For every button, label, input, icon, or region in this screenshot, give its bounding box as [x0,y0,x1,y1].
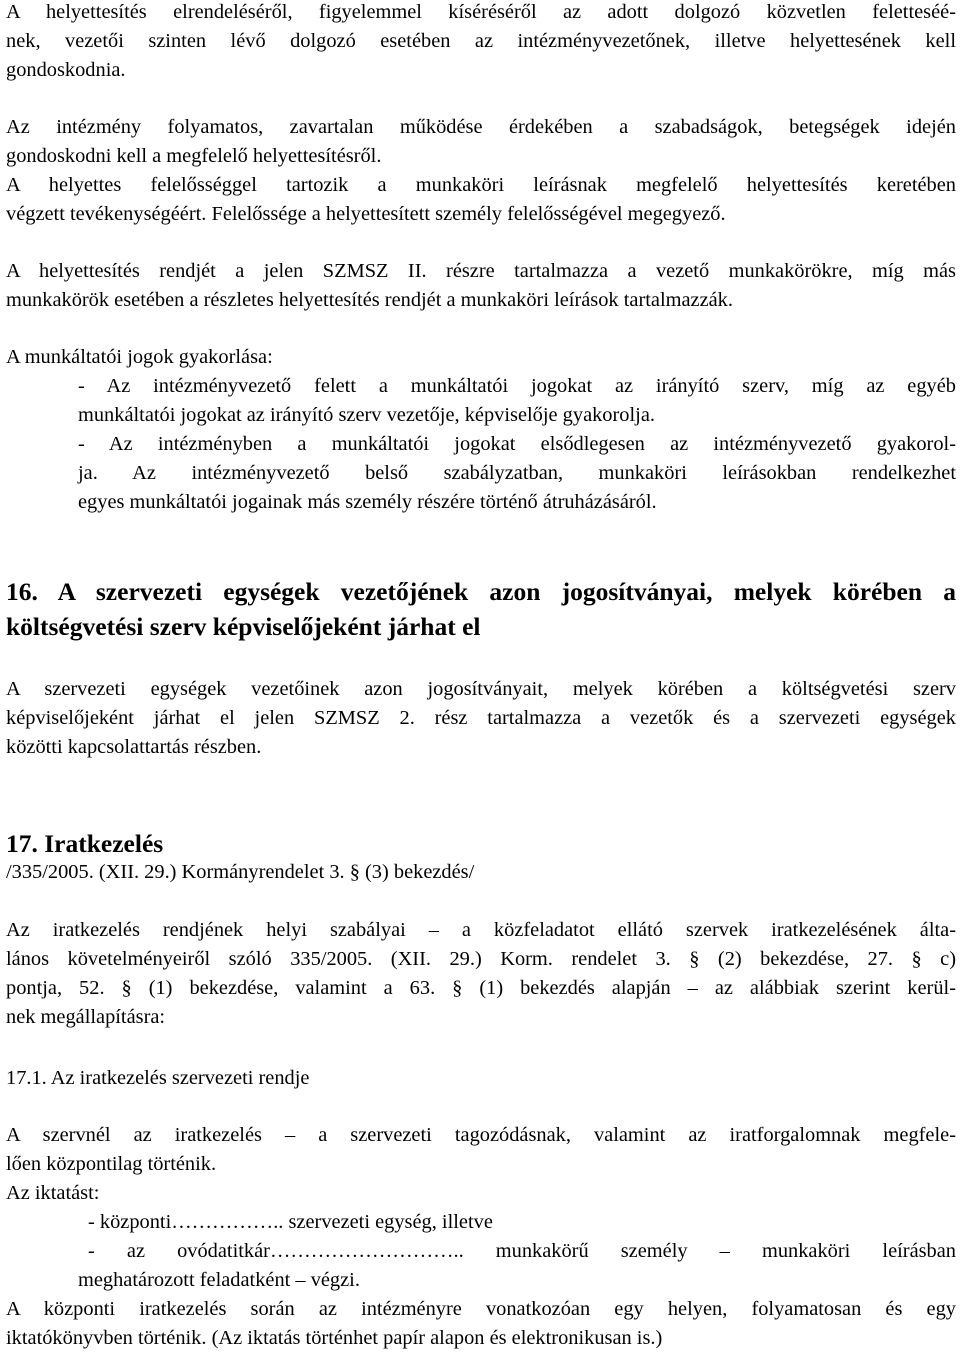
p7-line-1: A szervnél az iratkezelés – a szervezeti tagozódásnak, valamint az iratforgalomnak megfele- [6,1124,956,1146]
p1-line-3: gondoskodnia. [6,59,126,81]
p5-line-1: A szervezeti egységek vezetőinek azon jogosítványait, melyek körében a költségvetési szerv [6,678,956,700]
subsection-17-1-heading: 17.1. Az iratkezelés szervezeti rendje [6,1067,310,1089]
p6-line-4: nek megállapításra: [6,1006,166,1028]
p1-line-1: A helyettesítés elrendeléséről, figyelemmel kíséréséről az adott dolgozó közvetlen feletteséé- [6,1,956,23]
p5-line-3: közötti kapcsolattartás részben. [6,736,262,758]
p6-line-3: pontja, 52. § (1) bekezdése, valamint a 63. § (1) bekezdés alapján – az alábbiak szerint kerül- [6,977,956,999]
p3-line-1: A helyettesítés rendjét a jelen SZMSZ II. részre tartalmazza a vezető munkakörökre, míg más [6,260,956,282]
p7-line-8: iktatókönyvben történik. (Az iktatás történhet papír alapon és elektronikusan is.) [6,1327,663,1349]
section-16-title-part-1: A szervezeti egységek vezetőjének azon jogosítványai, melyek körében a [57,577,956,606]
section-16-heading-line-2: költségvetési szerv képviselőjeként járhat el [6,612,481,641]
p7-line-2: lően központilag történik. [6,1153,217,1175]
p4-line-3: munkáltatói jogokat az irányító szerv vezetője, képviselője gyakorolja. [78,404,655,426]
p7-line-3: Az iktatást: [6,1182,100,1204]
p7-line-5: - az ovódatitkár……………………….. munkakörű személy – munkaköri leírásban [88,1240,956,1262]
p1-line-2: nek, vezetői szinten lévő dolgozó esetében az intézményvezetőnek, illetve helyettesének kell [6,30,956,52]
section-17-heading: 17. Iratkezelés [6,829,164,858]
section-17-legal-reference: /335/2005. (XII. 29.) Kormányrendelet 3. § (3) bekezdés/ [6,861,475,883]
p6-line-2: lános követelményeiről szóló 335/2005. (XII. 29.) Korm. rendelet 3. § (2) bekezdése, 27. § c) [6,948,956,970]
p4-line-6: egyes munkáltatói jogainak más személy részére történő átruházásáról. [78,491,657,513]
p2-line-1: Az intézmény folyamatos, zavartalan működése érdekében a szabadságok, betegségek idején [6,116,956,138]
p4-line-2: - Az intézményvezető felett a munkáltatói jogokat az irányító szerv, míg az egyéb [78,375,956,397]
p2-line-4: végzett tevékenységéért. Felelőssége a helyettesített személy felelősségével megegyező. [6,203,726,225]
p2-line-2: gondoskodni kell a megfelelő helyettesítésről. [6,145,382,167]
p7-line-6: meghatározott feladatként – végzi. [78,1269,360,1291]
section-16-number: 16. [6,577,38,606]
p7-line-4: - központi…………….. szervezeti egység, illetve [88,1211,493,1233]
p4-line-1: A munkáltatói jogok gyakorlása: [6,346,273,368]
p7-line-7: A központi iratkezelés során az intézményre vonatkozóan egy helyen, folyamatosan és egy [6,1298,956,1320]
p5-line-2: képviselőjeként járhat el jelen SZMSZ 2. rész tartalmazza a vezetők és a szervezeti egységek [6,707,956,729]
p4-line-5: ja. Az intézményvezető belső szabályzatban, munkaköri leírásokban rendelkezhet [78,462,956,484]
p2-line-3: A helyettes felelősséggel tartozik a munkaköri leírásnak megfelelő helyettesítés keretében [6,174,956,196]
p3-line-2: munkakörök esetében a részletes helyettesítés rendjét a munkaköri leírások tartalmazzák. [6,289,733,311]
section-16-heading-line-1 [6,575,956,609]
p4-line-4: - Az intézményben a munkáltatói jogokat elsődlegesen az intézményvezető gyakorol- [78,433,956,455]
p6-line-1: Az iratkezelés rendjének helyi szabályai – a közfeladatot ellátó szervek iratkezelésének álta- [6,919,956,941]
